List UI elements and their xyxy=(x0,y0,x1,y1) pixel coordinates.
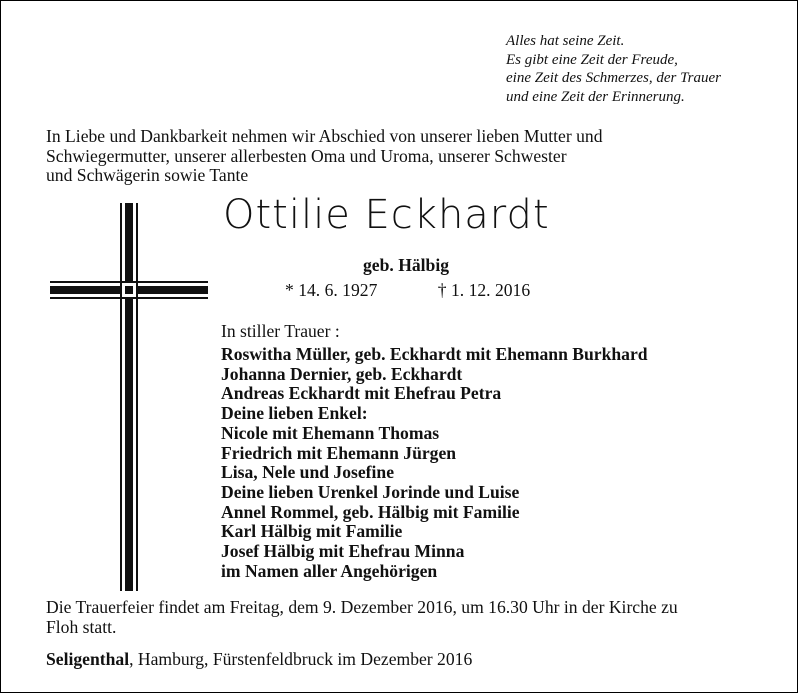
mourner-line: Deine lieben Urenkel Jorinde und Luise xyxy=(221,481,520,502)
intro-line: und Schwägerin sowie Tante xyxy=(46,165,249,185)
mourner-line: Josef Hälbig mit Ehefrau Minna xyxy=(221,541,465,562)
mourner-line: Johanna Dernier, geb. Eckhardt xyxy=(221,363,463,384)
birth-name: geb. Hälbig xyxy=(363,255,450,275)
birth-date: * 14. 6. 1927 xyxy=(285,280,378,300)
mourner-line: Andreas Eckhardt mit Ehefrau Petra xyxy=(221,383,502,404)
mourning-heading: In stiller Trauer : xyxy=(221,321,340,341)
mourner-line: Lisa, Nele und Josefine xyxy=(221,462,395,483)
funeral-notice xyxy=(46,598,678,637)
funeral-line: Die Trauerfeier findet am Freitag, dem 9. Dezember 2016, um 16.30 Uhr in der Kirche zu xyxy=(46,597,678,617)
mourners-list xyxy=(221,345,648,581)
intro-line: In Liebe und Dankbarkeit nehmen wir Abschied von unserer lieben Mutter und xyxy=(46,126,603,146)
death-date: † 1. 12. 2016 xyxy=(437,280,531,300)
quote-line: eine Zeit des Schmerzes, der Trauer xyxy=(506,70,721,86)
quote-block xyxy=(506,32,721,106)
mourner-line: Karl Hälbig mit Familie xyxy=(221,521,403,542)
mourner-line: Roswitha Müller, geb. Eckhardt mit Ehemann Burkhard xyxy=(221,344,648,364)
quote-line: Alles hat seine Zeit. xyxy=(506,33,625,49)
deceased-name: Ottilie Eckhardt xyxy=(223,192,550,238)
intro-line: Schwiegermutter, unserer allerbesten Oma und Uroma, unserer Schwester xyxy=(46,145,567,166)
mourner-line: Friedrich mit Ehemann Jürgen xyxy=(221,442,457,463)
place-rest: , Hamburg, Fürstenfeldbruck im Dezember 2016 xyxy=(129,649,473,669)
mourner-line: Nicole mit Ehemann Thomas xyxy=(221,422,440,443)
mourner-line: Deine lieben Enkel: xyxy=(221,403,368,424)
mourner-line: im Namen aller Angehörigen xyxy=(221,560,438,581)
intro-text xyxy=(46,127,603,186)
funeral-line: Floh statt. xyxy=(46,616,117,637)
cross-icon xyxy=(50,203,208,591)
mourner-line: Annel Rommel, geb. Hälbig mit Familie xyxy=(221,501,520,522)
quote-line: Es gibt eine Zeit der Freude, xyxy=(506,51,678,68)
life-dates xyxy=(285,280,530,301)
place-town: Seligenthal xyxy=(46,649,130,669)
quote-line: und eine Zeit der Erinnerung. xyxy=(506,88,685,105)
place-date-line xyxy=(46,649,472,670)
